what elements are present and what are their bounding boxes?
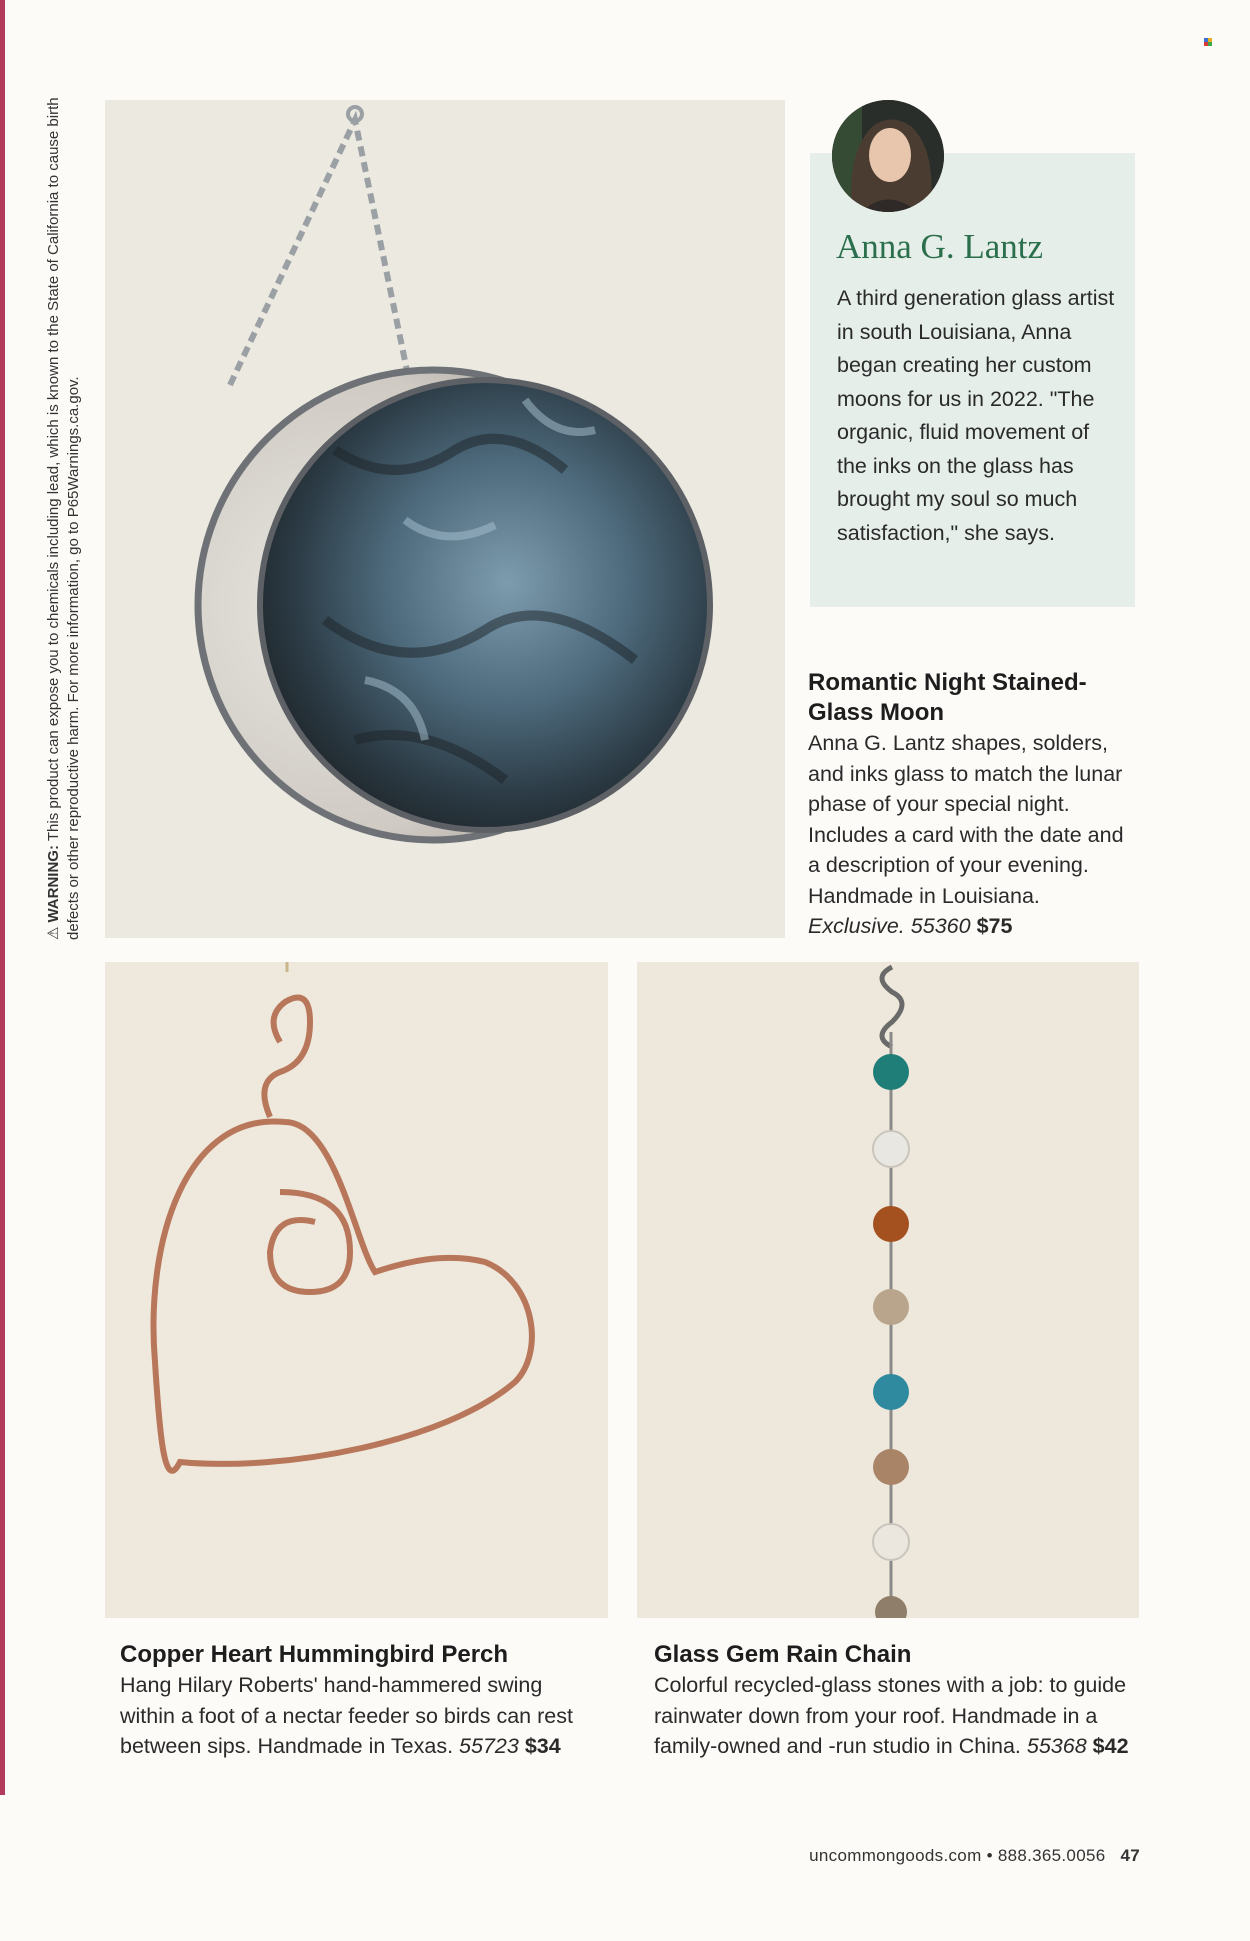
heart-product-title: Copper Heart Hummingbird Perch bbox=[120, 1641, 509, 1668]
prop65-warning bbox=[44, 80, 84, 940]
moon-desc-text: Anna G. Lantz shapes, solders, and inks glass to match the lunar phase of your special night. Includes a card with the date and a description of your evening. Handmade in Louisiana. bbox=[808, 731, 1124, 908]
warning-label: WARNING: bbox=[45, 845, 62, 923]
page-edge-bar bbox=[0, 0, 5, 1795]
footer-site-link[interactable]: uncommongoods.com bbox=[809, 1846, 982, 1865]
warning-triangle-icon: ⚠ bbox=[45, 926, 62, 940]
moon-price: $75 bbox=[976, 914, 1013, 938]
footer-bullet: • bbox=[986, 1846, 993, 1865]
heart-product-desc bbox=[120, 1670, 590, 1762]
gem-price: $42 bbox=[1092, 1734, 1129, 1758]
heart-product-copy bbox=[120, 1640, 590, 1762]
page-footer bbox=[809, 1846, 1140, 1866]
gem-desc-text: Colorful recycled-glass stones with a job: to guide rainwater down from your roof. Handmade in a family-owned and -run studio in China. bbox=[654, 1673, 1127, 1758]
artist-bio: A third generation glass artist in south Louisiana, Anna began creating her custom moons for us in 2022. "The organic, fluid movement of the inks on the glass has brought my soul so much satisfaction," she says. bbox=[837, 286, 1115, 545]
footer-phone: 888.365.0056 bbox=[997, 1846, 1106, 1865]
heart-item-number: 55723 bbox=[459, 1734, 519, 1758]
moon-product-title: Romantic Night Stained-Glass Moon bbox=[808, 669, 1087, 726]
page-number: 47 bbox=[1120, 1846, 1140, 1865]
warning-text: This product can expose you to chemicals including lead, which is known to the State of California to cause birth defects or other reproductive harm. For more information, go to P65Warnings.ca.gov. bbox=[45, 97, 82, 940]
moon-product-copy bbox=[808, 668, 1138, 942]
rain-chain-photo bbox=[637, 962, 1139, 1618]
copper-heart-photo bbox=[105, 962, 608, 1618]
moon-exclusive-label: Exclusive. bbox=[808, 914, 905, 938]
artist-avatar bbox=[832, 100, 944, 212]
gem-product-copy bbox=[654, 1640, 1134, 1762]
moon-photo bbox=[105, 100, 785, 938]
heart-price: $34 bbox=[524, 1734, 561, 1758]
gem-item-number: 55368 bbox=[1026, 1734, 1087, 1758]
heart-desc-text: Hang Hilary Roberts' hand-hammered swing within a foot of a nectar feeder so birds can rest between sips. Handmade in Texas. bbox=[120, 1673, 573, 1758]
moon-item-number: 55360 bbox=[910, 914, 971, 938]
gem-product-title: Glass Gem Rain Chain bbox=[654, 1641, 912, 1668]
corner-color-mark bbox=[1204, 38, 1212, 46]
artist-name: Anna G. Lantz bbox=[836, 227, 1044, 266]
gem-product-desc bbox=[654, 1670, 1134, 1762]
moon-product-desc bbox=[808, 728, 1138, 942]
